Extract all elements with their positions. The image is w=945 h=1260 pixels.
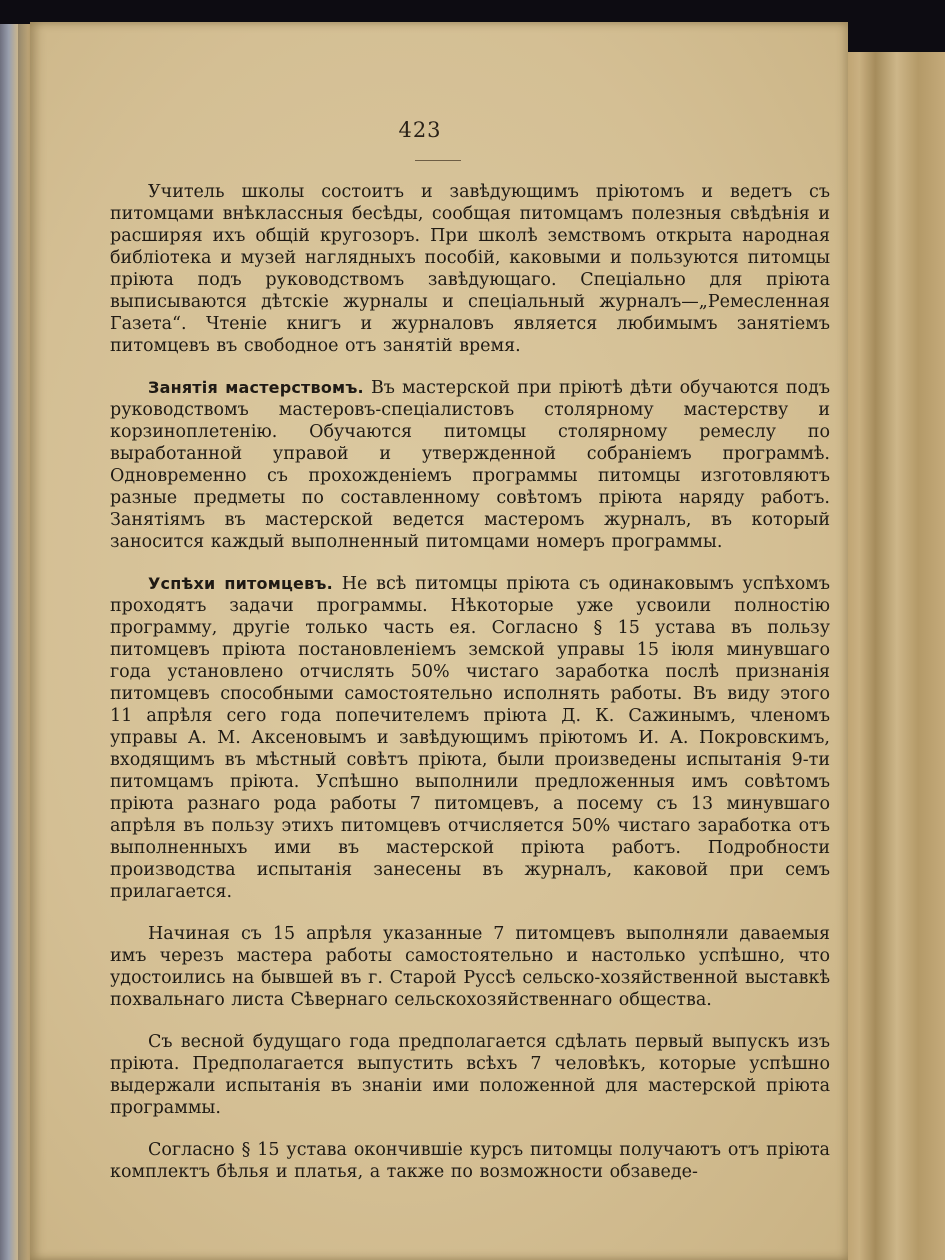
paragraph [110,181,830,357]
book-page [30,22,848,1260]
right-page-stack [838,52,945,1260]
paragraph-text: Съ весной будущаго года предполагается сдѣлать первый выпускъ изъ пріюта. Предполагается выпустить всѣхъ 7 человѣкъ, которые успѣшно выдержали испытанія въ знаніи ими положенной для мастерской пріюта программы. [110,1032,830,1118]
paragraph-heading: Успѣхи питомцевъ. [148,574,333,593]
paragraph [110,923,830,1011]
page-number: 423 [398,118,442,142]
paragraph-text: Въ мастерской при пріютѣ дѣти обучаются подъ руководствомъ мастеровъ-спеціалистовъ столярному мастерству и корзиноплетенію. Обучаются питомцы столярному ремеслу по выработанной управой и утвержденной собраніемъ программѣ. Одновременно съ прохожденіемъ программы питомцы изготовляютъ разные предметы по составленному совѣтомъ пріюта наряду работъ. Занятіямъ въ мастерской ведется мастеромъ журналъ, въ который заносится каждый выполненный питомцами номеръ программы. [110,378,830,552]
paragraph-text: Учитель школы состоитъ и завѣдующимъ пріютомъ и ведетъ съ питомцами внѣклассныя бесѣды, сообщая питомцамъ полезныя свѣдѣнія и расширяя ихъ общій кругозоръ. При школѣ земствомъ открыта народная библіотека и музей наглядныхъ пособій, каковыми и пользуются питомцы пріюта подъ руководствомъ завѣдующаго. Спеціально для пріюта выписываются дѣтскіе журналы и спеціальный журналъ—„Ремесленная Газета“. Чтеніе книгъ и журналовъ является любимымъ занятіемъ питомцевъ въ свободное отъ занятій время. [110,182,830,356]
paragraph-text: Согласно § 15 устава окончившіе курсъ питомцы получаютъ отъ пріюта комплектъ бѣлья и платья, а также по возможности обзаведе- [110,1140,830,1182]
page-number-underline [415,160,461,161]
paragraph-text: Начиная съ 15 апрѣля указанные 7 питомцевъ выполняли даваемыя имъ черезъ мастера работы самостоятельно и настолько успѣшно, что удостоились на бывшей въ г. Старой Руссѣ сельско-хозяйственной выставкѣ похвальнаго листа Сѣвернаго сельскохозяйственнаго общества. [110,924,830,1010]
paragraph-text: Не всѣ питомцы пріюта съ одинаковымъ успѣхомъ проходятъ задачи программы. Нѣкоторые уже усвоили полностію программу, другіе только часть ея. Согласно § 15 устава въ пользу питомцевъ пріюта постановленіемъ земской управы 15 іюля минувшаго года установлено отчислять 50% чистаго заработка послѣ признанія питомцевъ способными самостоятельно исполнять работы. Въ виду этого 11 апрѣля сего года попечителемъ пріюта Д. К. Сажинымъ, членомъ управы А. М. Аксеновымъ и завѣдующимъ пріютомъ И. А. Покровскимъ, входящимъ въ мѣстный совѣтъ пріюта, были произведены испытанія 9-ти питомцамъ пріюта. Успѣшно выполнили предложенныя имъ совѣтомъ пріюта разнаго рода работы 7 питомцевъ, а посему съ 13 минувшаго апрѣля въ пользу этихъ питомцевъ отчисляется 50% чистаго заработка отъ выполненныхъ ими въ мастерской пріюта работъ. Подробности производства испытанія занесены въ журналъ, каковой при семъ прилагается. [110,574,830,902]
paragraph [110,573,830,903]
paragraph [110,1031,830,1119]
page-body [110,181,830,1183]
left-page-shadow [18,24,28,1260]
paragraph [110,377,830,553]
paragraph [110,1139,830,1183]
paragraph-heading: Занятія мастерствомъ. [148,378,364,397]
